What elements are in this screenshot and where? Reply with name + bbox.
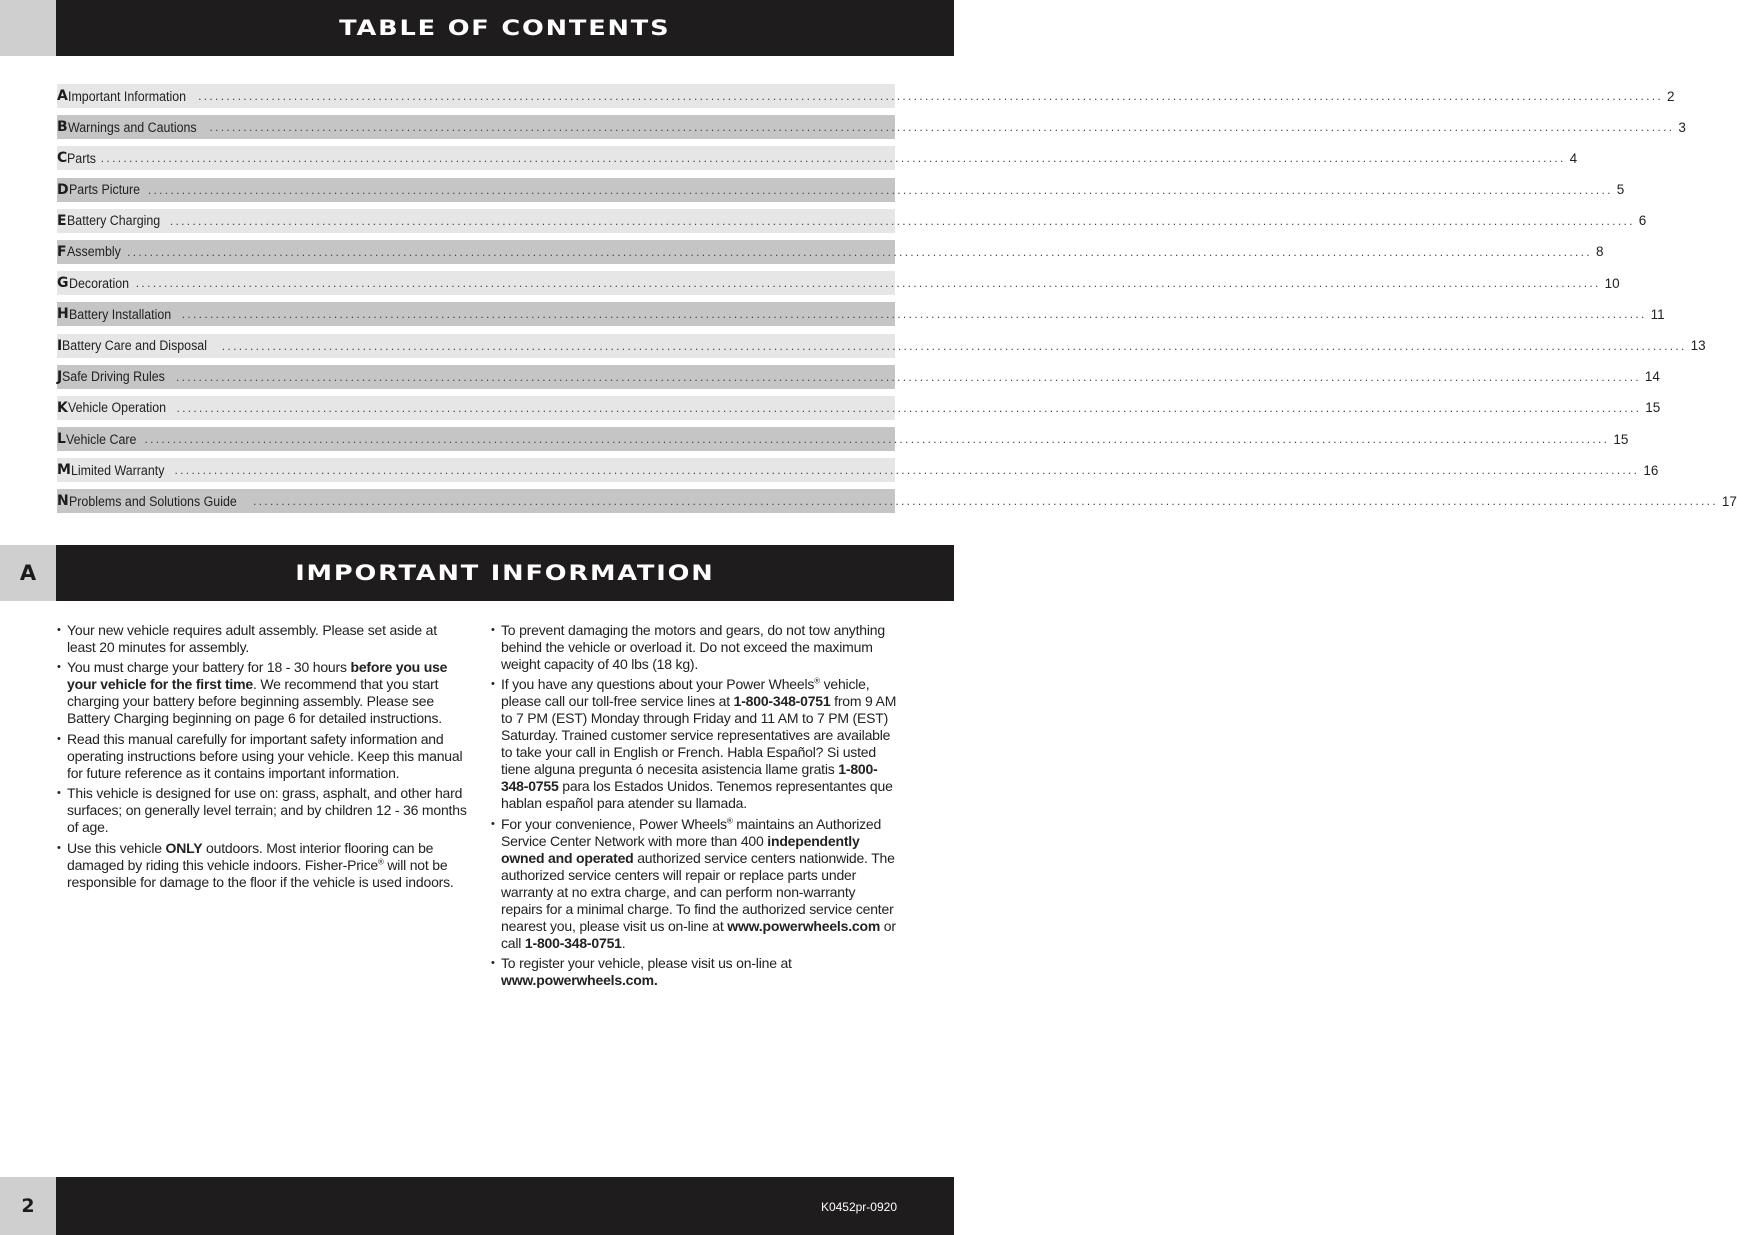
toc-header	[0, 0, 954, 56]
toc-letter: A	[57, 88, 68, 104]
toc-leader-dots: ....................................................................................................................................................................................................................................................................	[209, 120, 1675, 135]
toc-letter: D	[57, 181, 69, 198]
toc-row	[57, 209, 1647, 233]
toc-label: Battery Installation	[68, 306, 171, 322]
website-link: www.powerwheels.com	[727, 917, 881, 934]
toc-row	[57, 334, 1706, 358]
toc-row	[57, 458, 1659, 482]
section-letter: A	[0, 545, 56, 601]
toc-letter: B	[57, 119, 68, 136]
toc-list	[57, 84, 1737, 521]
toc-row	[57, 489, 1737, 513]
phone-number: 1-800-348-0751	[524, 934, 622, 951]
page-number: 2	[0, 1177, 56, 1235]
toc-page-number: 15	[1613, 431, 1629, 447]
bullet-item: • Your new vehicle requires adult assembly. Please set aside at least 20 minutes for assembly.	[57, 622, 467, 656]
document-code: K0452pr-0920	[820, 1200, 897, 1214]
toc-page-number: 16	[1643, 462, 1659, 478]
bullet-item: • Use this vehicle ONLY outdoors. Most interior flooring can be damaged by riding this vehicle indoors. Fisher-Price® will not be responsible for damage to the floor if the vehicle is used indoors.	[57, 840, 467, 891]
section-a-bar	[56, 545, 954, 601]
toc-leader-dots: ....................................................................................................................................................................................................................................................................	[221, 338, 1687, 353]
toc-page-number: 8	[1595, 244, 1604, 260]
section-title: IMPORTANT INFORMATION	[295, 561, 715, 585]
toc-row	[57, 302, 1665, 326]
toc-label: Warnings and Cautions	[67, 119, 197, 135]
toc-label: Battery Care and Disposal	[62, 338, 208, 353]
toc-leader-dots: ....................................................................................................................................................................................................................................................................	[198, 89, 1663, 103]
toc-page-number: 14	[1644, 369, 1660, 385]
toc-label: Vehicle Operation	[67, 400, 166, 416]
toc-letter: F	[57, 243, 67, 260]
toc-row	[57, 240, 1604, 264]
toc-label: Battery Charging	[66, 213, 160, 229]
right-column	[491, 622, 899, 993]
bullet-item: • To prevent damaging the motors and gears, do not tow anything behind the vehicle or overload it. Do not exceed the maximum weight capacity of 40 lbs (18 kg).	[491, 622, 899, 673]
toc-leader-dots: ....................................................................................................................................................................................................................................................................	[100, 151, 1566, 166]
toc-label: Problems and Solutions Guide	[68, 493, 237, 509]
toc-leader-dots: ....................................................................................................................................................................................................................................................................	[253, 494, 1718, 509]
toc-header-bar	[56, 0, 954, 56]
toc-page-number: 15	[1645, 400, 1661, 416]
toc-leader-dots: ....................................................................................................................................................................................................................................................................	[127, 244, 1592, 259]
toc-letter: N	[57, 493, 69, 510]
toc-letter: K	[57, 399, 68, 416]
toc-label: Assembly	[66, 244, 121, 260]
page-footer	[0, 1177, 954, 1235]
toc-letter: G	[57, 275, 69, 292]
toc-leader-dots: ....................................................................................................................................................................................................................................................................	[147, 182, 1613, 197]
toc-row	[57, 365, 1660, 389]
toc-page-number: 3	[1678, 119, 1686, 135]
bullet-item: • Read this manual carefully for important safety information and operating instructions before using your vehicle. Keep this manual for future reference as it contains important information.	[57, 731, 467, 782]
left-column	[57, 622, 467, 894]
toc-label: Decoration	[68, 275, 129, 291]
bullet-item: • For your convenience, Power Wheels® maintains an Authorized Service Center Network with more than 400 independently owned and operated authorized service centers nationwide. The authorized service centers will repair or replace parts under warranty at no extra charge, and can perform non-warranty repairs for a minimal charge. To find the authorized service center nearest you, please visit us on-line at www.powerwheels.com or call 1-800-348-0751.	[491, 816, 899, 952]
phone-number-spanish: 1-800-348-0755	[501, 761, 878, 795]
toc-page-number: 6	[1638, 213, 1647, 229]
toc-letter: M	[57, 462, 71, 479]
toc-letter: J	[57, 368, 63, 385]
toc-label: Limited Warranty	[70, 462, 165, 478]
toc-label: Parts Picture	[68, 182, 140, 198]
toc-page-number: 10	[1604, 275, 1620, 291]
website-link: www.powerwheels.com.	[501, 972, 658, 989]
toc-label: Safe Driving Rules	[62, 369, 166, 385]
toc-letter: E	[57, 212, 67, 229]
toc-row	[57, 271, 1620, 295]
toc-leader-dots: ....................................................................................................................................................................................................................................................................	[169, 213, 1635, 228]
toc-header-tab	[0, 0, 56, 56]
toc-leader-dots: ....................................................................................................................................................................................................................................................................	[181, 307, 1647, 322]
bullet-item: • To register your vehicle, please visit us on-line at www.powerwheels.com.	[491, 955, 899, 989]
section-a-header	[0, 545, 954, 601]
toc-letter: C	[57, 150, 68, 167]
toc-row	[57, 178, 1625, 202]
toc-leader-dots: ....................................................................................................................................................................................................................................................................	[135, 276, 1601, 291]
bullet-item: • This vehicle is designed for use on: grass, asphalt, and other hard surfaces; on generally level terrain; and by children 12 - 36 months of age.	[57, 785, 467, 836]
toc-row	[57, 396, 1661, 420]
toc-letter: L	[57, 431, 66, 448]
toc-row	[57, 84, 1675, 108]
toc-leader-dots: ....................................................................................................................................................................................................................................................................	[174, 463, 1640, 478]
toc-page-number: 17	[1721, 493, 1737, 509]
bullet-item: • You must charge your battery for 18 - 30 hours before you use your vehicle for the first time. We recommend that you start charging your battery before beginning assembly. Please see Battery Charging beginning on page 6 for detailed instructions.	[57, 659, 467, 727]
footer-bar	[56, 1177, 954, 1235]
toc-page-number: 11	[1650, 306, 1665, 322]
toc-label: Important Information	[67, 88, 186, 104]
toc-letter: I	[57, 337, 63, 354]
toc-leader-dots: ....................................................................................................................................................................................................................................................................	[144, 432, 1610, 447]
toc-page-number: 5	[1616, 182, 1625, 198]
toc-leader-dots: ....................................................................................................................................................................................................................................................................	[176, 400, 1642, 415]
toc-row	[57, 146, 1578, 170]
toc-row	[57, 115, 1686, 139]
toc-page-number: 4	[1569, 150, 1578, 166]
toc-label: Vehicle Care	[65, 431, 137, 447]
toc-page-number: 13	[1690, 338, 1706, 353]
toc-row	[57, 427, 1629, 451]
toc-leader-dots: ....................................................................................................................................................................................................................................................................	[176, 369, 1641, 384]
phone-number: 1-800-348-0751	[733, 693, 831, 710]
bullet-item: • If you have any questions about your Power Wheels® vehicle, please call our toll-free service lines at 1-800-348-0751 from 9 AM to 7 PM (EST) Monday through Friday and 11 AM to 7 PM (EST) Saturday. Trained customer service representatives are available to take your call in English or French. Habla Español? Si usted tiene alguna pregunta ó necesita asistencia llame gratis 1-800-348-0755 para los Estados Unidos. Tenemos representantes que hablan español para atender su llamada.	[491, 676, 899, 812]
toc-page-number: 2	[1667, 88, 1675, 104]
toc-label: Parts	[67, 150, 97, 166]
toc-letter: H	[57, 306, 69, 323]
toc-title: TABLE OF CONTENTS	[339, 16, 671, 40]
